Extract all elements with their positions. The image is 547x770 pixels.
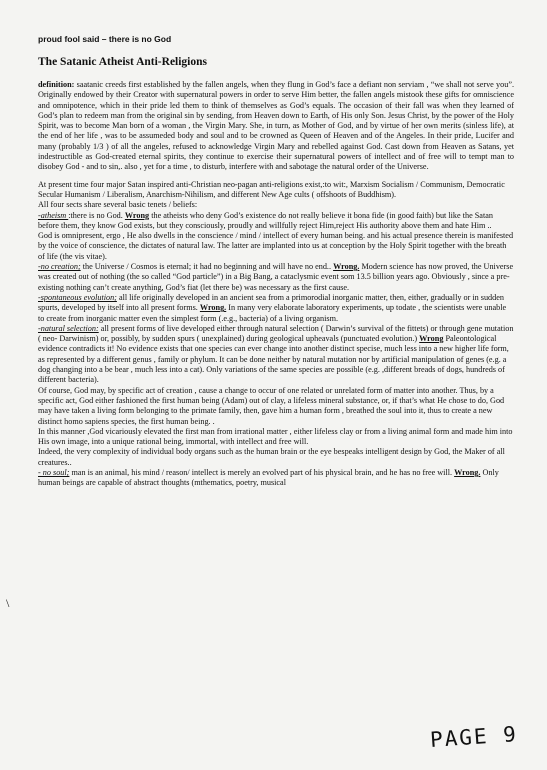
- tenet-label: -atheism: [38, 210, 69, 220]
- present-paragraph: At present time four major Satan inspired anti-Christian neo-pagan anti-religions exist,:to wit:, Marxism Socialism / Communism, Democratic Secular Humanism / Liberalism, Anarchism-Nihilism, and different New Age cults ( offshoots of Buddhism).: [38, 179, 505, 199]
- tenet-text: all present forms of live developed either through natural selection ( Darwin’s survival of the fittets) or through gene mutation ( neo- Darwinism) or, possibly, by sudden spurs ( unexplained) during geological upheavals (punctuated evolution.): [38, 323, 514, 344]
- page-kicker: proud fool said – there is no God: [38, 34, 172, 44]
- definition-text: saatanic creeds first established by the fallen angels, when they flung in God’s face a defiant non serviam , “we shall not serve you”. Originally endowed by their Creator with supernatural powers in order to serve Him better, the fallen angels mistook these gifts for omniscience and omnipotence, which in their pride led them to think of themselves as God’s equals. The occasion of their fall was when they learned of God’s plan to redeem man from the original sin by sending, from Heaven down to Earth, of His only Son. Jesus Christ, by the power of the Holy Spirit, was to become Man born of a woman , the Virgin Mary. She, in turn, as Mother of God, and by virtue of her own merits (sinless life), at the end of her life , was to be assumeded body and soul and to be crowned as Queen of Heaven and of the Angeles. In their pride, Lucifer and many (probably 1/3 ) of all the angeles, refused to acknowledge Virgin Mary and rebelled against God. Cast down from Heaven as Satans, yet indestructible as God-created eternal spirits, they continue to exercise their supernatural powers of intellect and of free will to tempt man to disobey God - and to sin,. also , yet for a time , to disturb, interfere with and sabotage the natural order of the Universe.: [38, 80, 514, 172]
- page-number: PAGE 9: [429, 721, 519, 753]
- wrong-marker: Wrong.: [199, 303, 227, 313]
- tenet-text: all life originally developed in an ancient sea from a primorodial inorganic matter, then, either, gradually or in sudden spurts, developed by itself into all present forms.: [38, 292, 504, 313]
- tenet-text: :there is no God.: [68, 210, 125, 220]
- tenet-text: the Universe / Cosmos is eternal; it had no beginning and will have no end..: [80, 262, 334, 272]
- wrong-marker: Wrong: [124, 210, 150, 220]
- tenet-label: - no soul;: [38, 467, 70, 477]
- tenet-rebuttal: Modern science has now proved, the Universe was created out of nothing (the so called “God particle”) in a Big Bang, a cataclysmic event som 13.5 billion years ago. Obviously , since a pre-existing nothing can’t create anything, God’s fiat (let there be) was necessary as the first cause.: [38, 262, 514, 292]
- page-title: The Satanic Atheist Anti-Religions: [38, 56, 208, 68]
- tenet-natural-selection: [38, 324, 514, 386]
- tenet-rebuttal: In many very elaborate laboratory experiments, up todate , the scientists were unable to create from inorganic matter even the simplest form (.e.g., bacteria) of a living organism.: [38, 303, 507, 323]
- tenet-rebuttal: the atheists who deny God’s existence do not really believe it bona fide (in good faith) but like the Satan before them, they know God exists, but they consciously, proudly and willfully reject Him,reject His authority above them and hate Him ..: [38, 210, 493, 230]
- definition-label: definition:: [38, 80, 75, 89]
- tenet-label: -natural selection:: [38, 323, 99, 333]
- margin-mark: \: [6, 596, 10, 610]
- indeed-paragraph: Indeed, the very complexity of individual body organs such as the human brain or the eye bespeaks intelligent design by God, the Maker of all creatures..: [38, 447, 505, 467]
- tenet-text: man is an animal, his mind / reason/ intellect is merely an evolved part of his physical brain, and he has no free will.: [69, 467, 455, 477]
- wrong-marker: Wrong: [419, 334, 444, 344]
- tenet-label: -spontaneous evolution;: [38, 292, 117, 302]
- tenet-no-soul: [38, 468, 514, 489]
- wrong-marker: Wrong.: [333, 262, 360, 272]
- tenet-atheism: [38, 211, 514, 232]
- in-this-manner-paragraph: In this manner ,God vicariously elevated the first man from irrational matter , either lifeless clay or from a living animal form and made him into His own image, into a unique rational being, immortal, with intellect and free will.: [38, 426, 513, 447]
- wrong-marker: Wrong.: [454, 467, 481, 477]
- tenet-rebuttal: Only human beings are capable of abstract thoughts (mthematics, poetry, musical: [38, 467, 499, 488]
- tenet-no-creation: [38, 262, 514, 293]
- of-course-paragraph: Of course, God may, by specific act of creation , cause a change to occur of one related or unrelated form of matter into another. Thus, by a specific act, God either fashioned the first human being (Adam) out of clay, a lifeless mineral substance, or, if that’s what He chose to do, God may have taken a living form belonging to the primate family, then, gave him a human form , breathed the soul into it, thus to create a new distinct homo sapiens species, the first human being. .: [38, 385, 505, 426]
- document-body: [38, 80, 514, 489]
- definition-paragraph: [38, 80, 514, 173]
- tenet-spontaneous-evolution: [38, 293, 514, 324]
- tenet-label: -no creation;: [38, 262, 81, 272]
- share-tenets-line: All four sects share several basic tenets / beliefs:: [38, 200, 198, 210]
- tenet-atheism-continuation: God is omnipresent, ergo , He also dwells in the conscience / mind / intellect of every human being. and his actual presence therein is manifested by the voice of conscience, the dictates of natural law. The latter are implanted into us at conception by the Holy Spirit together with the breath of life (the vis vitae).: [38, 231, 514, 261]
- tenet-rebuttal: Paleontological evidence contradicts it! No evidence exists that one species can ever change into another distinct specise, much less into a new higher life form, as represented by a different genus , family or phylum. It can be done neither by natural mutation nor by artificial manipulation of genes (e.g. a dog changing into a be bear , much less into a cat). Only variations of the same species are possible (e.g. ,different breads of dogs, hundreds of different bacteria).: [38, 334, 509, 385]
